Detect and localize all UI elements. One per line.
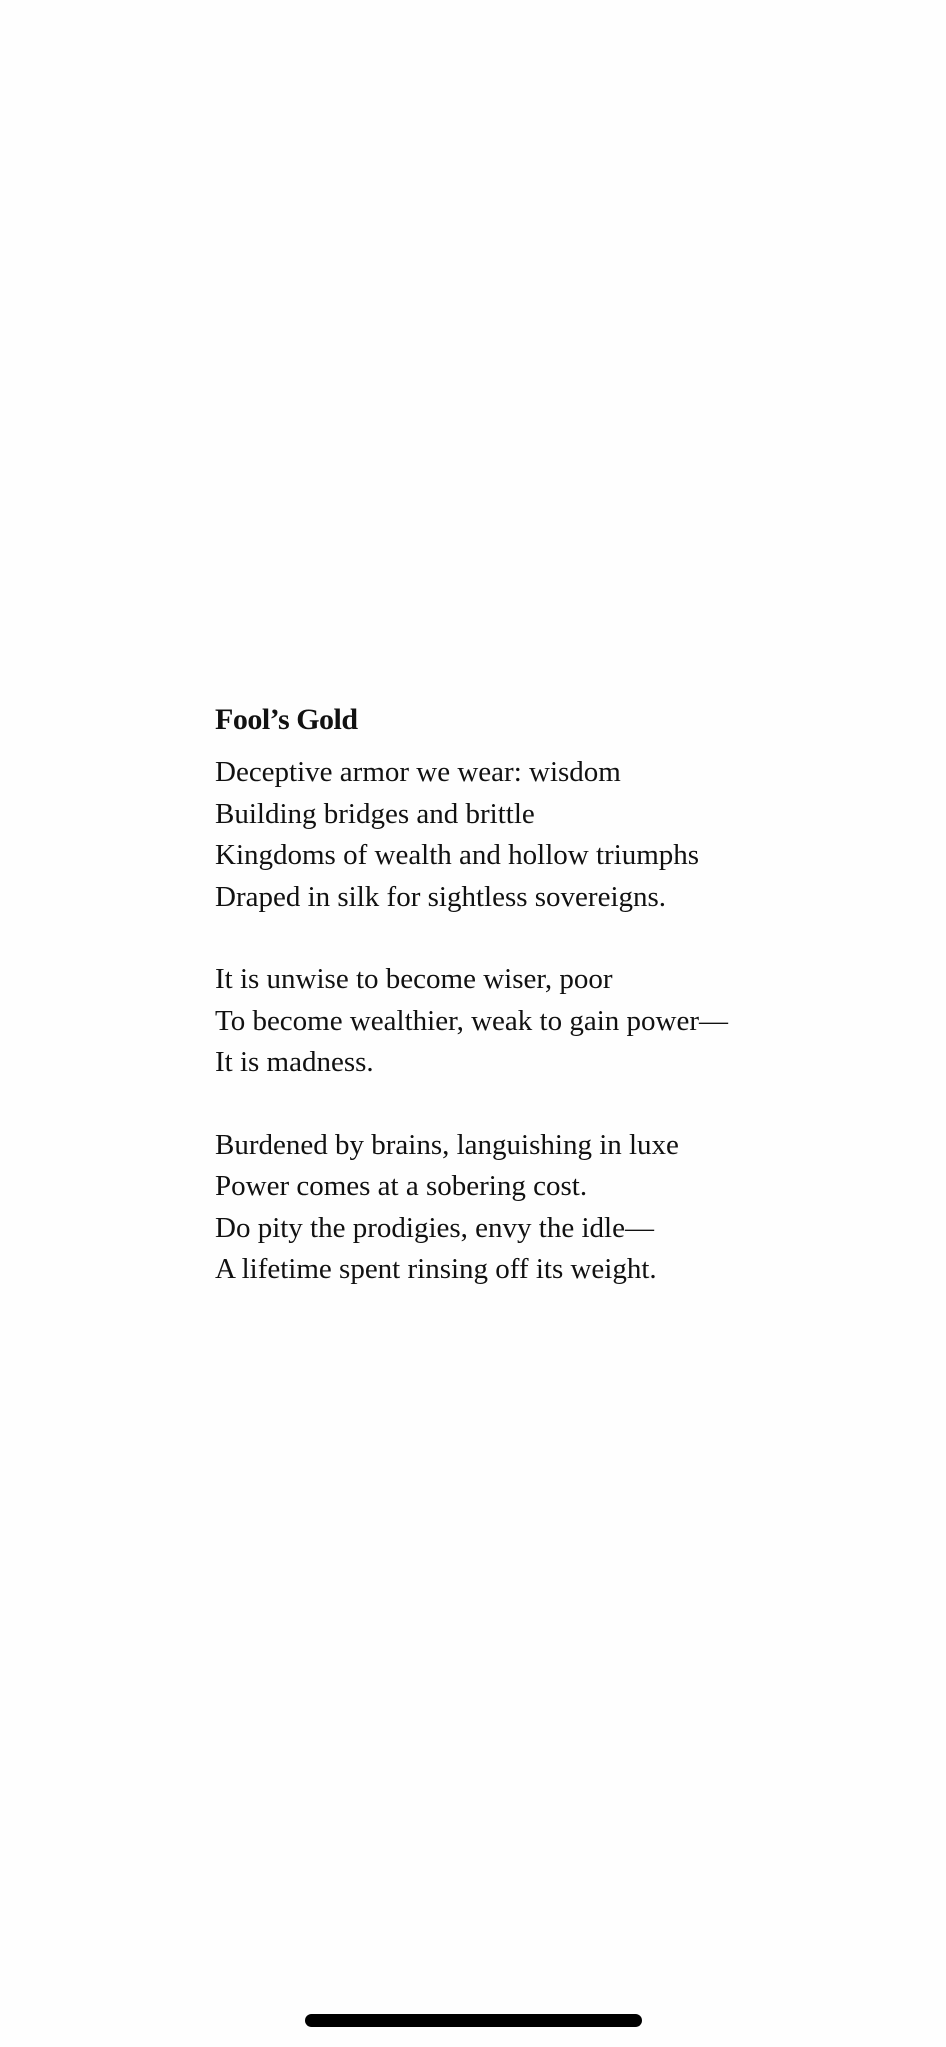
poem-title: Fool’s Gold (215, 703, 358, 736)
poem-line: It is unwise to become wiser, poor (215, 963, 613, 995)
home-indicator[interactable] (305, 2014, 642, 2027)
stanza-3 (215, 1125, 855, 1291)
poem-line: Kingdoms of wealth and hollow triumphs (215, 839, 700, 871)
poem-line: Deceptive armor we wear: wisdom (215, 756, 621, 788)
poem-line: A lifetime spent rinsing off its weight. (215, 1253, 657, 1285)
poem-line: Do pity the prodigies, envy the idle— (215, 1211, 654, 1244)
poem-line: Building bridges and brittle (215, 797, 535, 830)
poem-line: It is madness. (215, 1046, 374, 1078)
poem-line: Draped in silk for sightless sovereigns. (215, 880, 667, 913)
poem (215, 698, 855, 1332)
stanza-1 (215, 752, 855, 918)
poem-line: Power comes at a sobering cost. (215, 1170, 588, 1202)
poem-line: Burdened by brains, languishing in luxe (215, 1128, 679, 1161)
stanza-2 (215, 959, 855, 1084)
poem-line: To become wealthier, weak to gain power— (215, 1004, 728, 1037)
